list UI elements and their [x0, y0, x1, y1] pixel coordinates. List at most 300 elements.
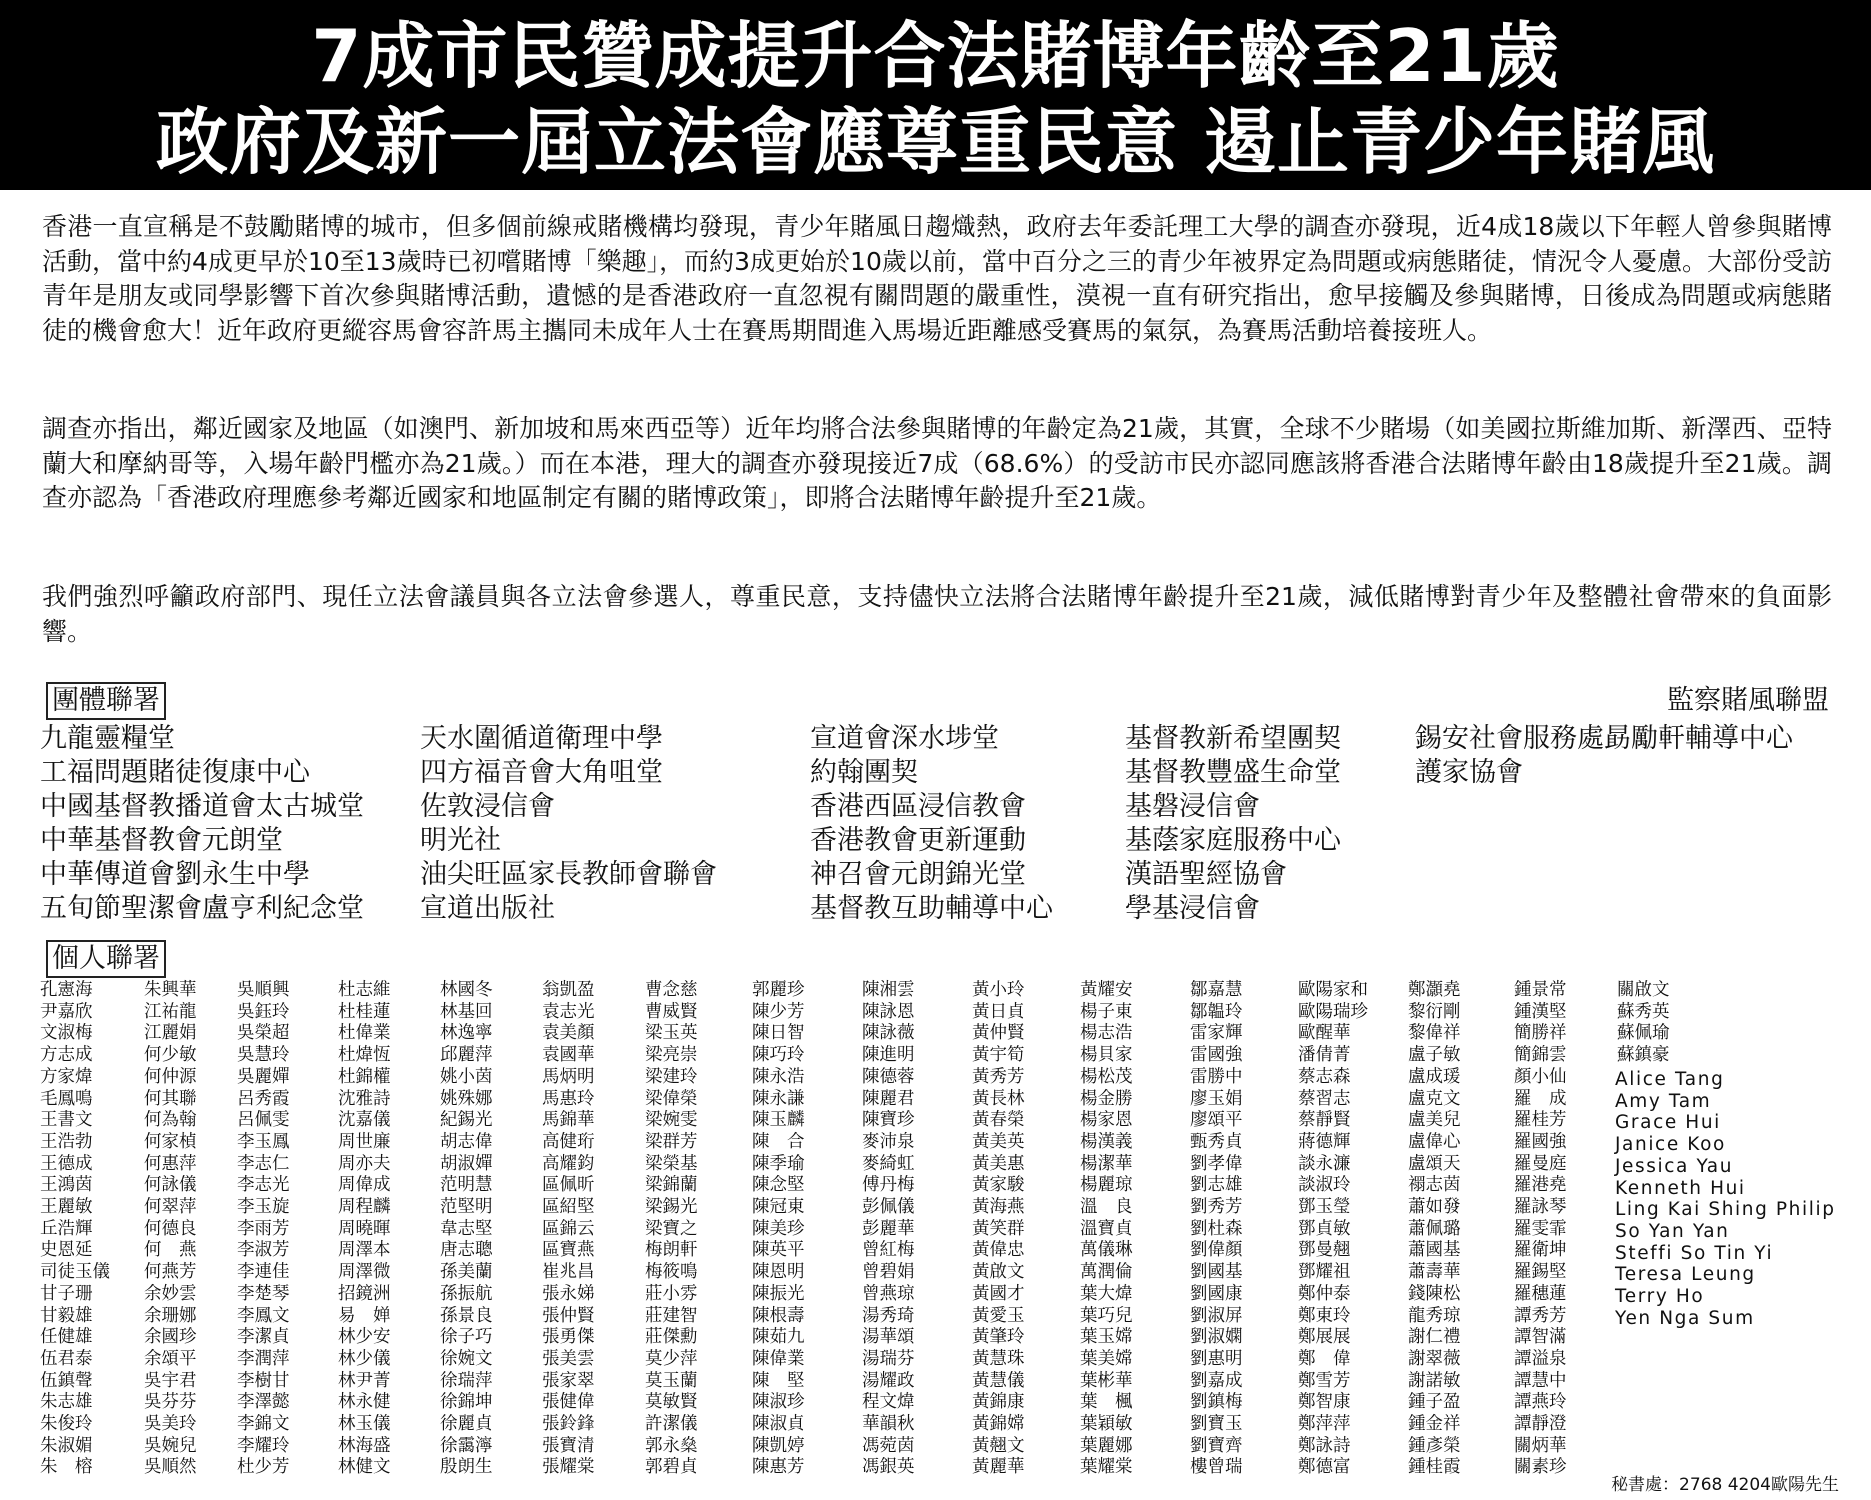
- individual-name: 葉耀棠: [1080, 1457, 1133, 1478]
- individual-name: 禤志茵: [1408, 1175, 1461, 1196]
- individual-name: 雷家輝: [1190, 1023, 1243, 1044]
- individual-name: 伍鎮聲: [40, 1370, 93, 1391]
- individual-column: [1615, 1069, 1836, 1329]
- individual-name: 羅錫堅: [1514, 1262, 1567, 1283]
- individual-name: 區寶燕: [542, 1240, 595, 1261]
- individual-name: 陳日智: [752, 1023, 805, 1044]
- individual-name: 黃長林: [972, 1088, 1025, 1109]
- individual-name: 蔡靜賢: [1298, 1110, 1351, 1131]
- individual-name: 朱 榕: [40, 1457, 93, 1478]
- individual-name: Alice Tang: [1615, 1069, 1725, 1090]
- individual-name: 陳淑珍: [752, 1392, 805, 1413]
- individual-name: 譚燕玲: [1514, 1392, 1567, 1413]
- individual-name: 崔兆昌: [542, 1262, 595, 1283]
- individual-name: 曾碧娟: [862, 1262, 915, 1283]
- individual-name: Jessica Yau: [1615, 1155, 1734, 1177]
- individual-name: 徐麗貞: [440, 1414, 493, 1435]
- individual-name: 鄭智康: [1298, 1392, 1351, 1413]
- individual-name: 楊麗琼: [1080, 1175, 1133, 1196]
- individual-name: 梁群芳: [645, 1131, 698, 1152]
- individual-name: 郭永燊: [645, 1435, 698, 1456]
- individual-name: 梅筱鳴: [645, 1262, 698, 1283]
- individual-name: 莊小雰: [645, 1283, 698, 1304]
- individual-name: 譚慧中: [1514, 1370, 1567, 1391]
- individual-name: 陳寶珍: [862, 1110, 915, 1131]
- group-name: 錫安社會服務處勗勵軒輔導中心: [1415, 723, 1793, 754]
- individual-name: 鄭德富: [1298, 1457, 1351, 1478]
- individual-name: 譚智滿: [1514, 1327, 1567, 1348]
- individual-name: 劉淑屏: [1190, 1305, 1243, 1326]
- individual-name: 鍾景常: [1514, 980, 1567, 1000]
- individual-name: Ling Kai Shing Philip: [1615, 1199, 1836, 1221]
- individual-name: 鄒韞玲: [1190, 1001, 1243, 1022]
- individual-name: 林少安: [338, 1327, 391, 1348]
- individual-name: 劉孝偉: [1190, 1153, 1243, 1174]
- group-name: 基督教新希望團契: [1125, 723, 1341, 754]
- individual-name: 區錦云: [542, 1218, 595, 1239]
- individual-name: 陳偉業: [752, 1348, 805, 1369]
- individual-name: 葉穎敏: [1080, 1414, 1133, 1435]
- individual-name: 劉偉顏: [1190, 1240, 1243, 1261]
- individual-name: 鄭仲泰: [1298, 1283, 1351, 1304]
- individual-name: 黃錦康: [972, 1392, 1025, 1413]
- individual-name: 任健雄: [40, 1327, 93, 1348]
- individual-name: 李潔貞: [237, 1327, 290, 1348]
- individual-name: 張美雲: [542, 1348, 595, 1369]
- individual-name: 盧頌天: [1408, 1153, 1461, 1174]
- individual-name: 何燕芳: [144, 1262, 197, 1283]
- individual-name: 湯華頌: [862, 1327, 915, 1348]
- individual-name: 李楚琴: [237, 1283, 290, 1304]
- individual-name: 蘇佩瑜: [1617, 1023, 1670, 1044]
- individual-name: 黃宇筍: [972, 1045, 1025, 1066]
- individual-name: 韋志堅: [440, 1218, 493, 1239]
- group-column: [1415, 722, 1793, 790]
- individual-name: 翁凱盈: [542, 980, 595, 1000]
- individual-name: 盧克文: [1408, 1088, 1461, 1109]
- individual-name: 劉鎮梅: [1190, 1392, 1243, 1413]
- individual-name: 曾燕琼: [862, 1283, 915, 1304]
- individual-name: 鄭 偉: [1298, 1348, 1351, 1369]
- individual-name: 陳凱婷: [752, 1435, 805, 1456]
- individual-name: 梁偉榮: [645, 1088, 698, 1109]
- individual-name: 陳永浩: [752, 1066, 805, 1087]
- individual-name: 黃美英: [972, 1131, 1025, 1152]
- group-name: 基督教豐盛生命堂: [1125, 757, 1341, 788]
- individual-name: 朱志雄: [40, 1392, 93, 1413]
- individual-name: 區佩昕: [542, 1175, 595, 1196]
- group-name: 油尖旺區家長教師會聯會: [420, 859, 717, 890]
- individual-name: 周世廉: [338, 1131, 391, 1152]
- individual-name: 梅朗軒: [645, 1240, 698, 1261]
- group-name: 香港西區浸信教會: [810, 791, 1026, 822]
- individual-name: 黃耀安: [1080, 980, 1133, 1000]
- individual-name: 張勇傑: [542, 1327, 595, 1348]
- individual-name: 黃翹文: [972, 1435, 1025, 1456]
- individual-name: 張永娣: [542, 1283, 595, 1304]
- individual-name: 曾紅梅: [862, 1240, 915, 1261]
- individual-name: 蔡志森: [1298, 1066, 1351, 1087]
- individual-name: 潘倩菁: [1298, 1045, 1351, 1066]
- individual-name: 江祐龍: [144, 1001, 197, 1022]
- individual-name: 何翠萍: [144, 1197, 197, 1218]
- individual-name: 周澤微: [338, 1262, 391, 1283]
- individual-name: 湯耀政: [862, 1370, 915, 1391]
- individual-name: 陳念堅: [752, 1175, 805, 1196]
- individual-name: 葉麗娜: [1080, 1435, 1133, 1456]
- individual-name: 朱俊玲: [40, 1414, 93, 1435]
- individual-name: 葉 楓: [1080, 1392, 1133, 1413]
- individual-name: 黃小玲: [972, 980, 1025, 1000]
- individual-name: 張健偉: [542, 1392, 595, 1413]
- individual-column: [338, 980, 391, 1479]
- individual-name: 黎衍剛: [1408, 1001, 1461, 1022]
- group-name: 基督教互助輔導中心: [810, 893, 1053, 924]
- individual-name: 殷朗生: [440, 1457, 493, 1478]
- headline-line-1: 7成市民贊成提升合法賭博年齡至21歲: [311, 14, 1560, 98]
- individual-column: [144, 980, 197, 1479]
- individual-name: 羅雯霏: [1514, 1218, 1567, 1239]
- individual-name: 丘浩輝: [40, 1218, 93, 1239]
- individual-name: 麥綺虹: [862, 1153, 915, 1174]
- individual-name: 樓曾瑞: [1190, 1457, 1243, 1478]
- individual-name: 馮菀茵: [862, 1435, 915, 1456]
- individual-name: 孔憲海: [40, 980, 93, 1000]
- individual-name: 莫少萍: [645, 1348, 698, 1369]
- individual-name: 袁美顏: [542, 1023, 595, 1044]
- individual-name: 彭佩儀: [862, 1197, 915, 1218]
- individual-name: 黃海燕: [972, 1197, 1025, 1218]
- individual-column: [1408, 980, 1461, 1479]
- individual-name: 江麗娟: [144, 1023, 197, 1044]
- individual-name: 朱淑媚: [40, 1435, 93, 1456]
- individual-name: 黃錦嫦: [972, 1414, 1025, 1435]
- individual-name: 林永健: [338, 1392, 391, 1413]
- individual-name: 關啟文: [1617, 980, 1670, 1000]
- individual-column: [440, 980, 493, 1479]
- individual-column: [1190, 980, 1243, 1479]
- individual-name: 吳鈺玲: [237, 1001, 290, 1022]
- individual-name: 王書文: [40, 1110, 93, 1131]
- group-name: 基磐浸信會: [1125, 791, 1260, 822]
- individual-name: 蘇秀英: [1617, 1001, 1670, 1022]
- group-name: 工福問題賭徒復康中心: [40, 757, 310, 788]
- individual-name: 區紹堅: [542, 1197, 595, 1218]
- group-signatories-label: 團體聯署: [46, 682, 166, 720]
- individual-name: 王德成: [40, 1153, 93, 1174]
- individual-name: 方家煒: [40, 1066, 93, 1087]
- individual-name: 羅桂芳: [1514, 1110, 1567, 1131]
- individual-name: Terry Ho: [1615, 1286, 1705, 1308]
- individual-name: 蘇鎮豪: [1617, 1045, 1670, 1066]
- individual-name: 許潔儀: [645, 1414, 698, 1435]
- individual-name: 黃麗華: [972, 1457, 1025, 1478]
- individual-name: 紀錫光: [440, 1110, 493, 1131]
- individual-name: 黃慧珠: [972, 1348, 1025, 1369]
- individual-name: 唐志聰: [440, 1240, 493, 1261]
- individual-name: 劉嘉成: [1190, 1370, 1243, 1391]
- individual-name: Kenneth Hui: [1615, 1177, 1746, 1199]
- individual-name: 黃慧儀: [972, 1370, 1025, 1391]
- individual-name: 甘子珊: [40, 1283, 93, 1304]
- individual-name: 杜偉業: [338, 1023, 391, 1044]
- individual-name: 杜少芳: [237, 1457, 290, 1478]
- individual-name: 程文煒: [862, 1392, 915, 1413]
- individual-name: 溫 良: [1080, 1197, 1133, 1218]
- individual-name: 鄭萍萍: [1298, 1414, 1351, 1435]
- individual-name: 吳美玲: [144, 1414, 197, 1435]
- individual-name: 莫玉蘭: [645, 1370, 698, 1391]
- individual-name: 黃國才: [972, 1283, 1025, 1304]
- group-name: 漢語聖經協會: [1125, 859, 1287, 890]
- individual-name: 梁錫光: [645, 1197, 698, 1218]
- individual-name: 楊貝家: [1080, 1045, 1133, 1066]
- individual-name: 余國珍: [144, 1327, 197, 1348]
- individual-name: 陳玉麟: [752, 1110, 805, 1131]
- individual-name: 陳恩明: [752, 1262, 805, 1283]
- individual-name: 黃秀芳: [972, 1066, 1025, 1087]
- individual-name: 呂秀霞: [237, 1088, 290, 1109]
- individual-name: 劉杜森: [1190, 1218, 1243, 1239]
- individual-column: [1080, 980, 1133, 1479]
- individual-name: 彭麗華: [862, 1218, 915, 1239]
- individual-name: 李志光: [237, 1175, 290, 1196]
- body-paragraph-2: 調查亦指出，鄰近國家及地區（如澳門、新加坡和馬來西亞等）近年均將合法參與賭博的年齡定為21歲，其實，全球不少賭場（如美國拉斯維加斯、新澤西、亞特蘭大和摩納哥等，入場年齡門檻亦為21歲。）而在本港，理大的調查亦發現接近7成（68.6%）的受訪市民亦認同應該將香港合法賭博年齡由18歲提升至21歲。調查亦認為「香港政府理應參考鄰近國家和地區制定有關的賭博政策」，即將合法賭博年齡提升至21歲。: [42, 414, 1832, 512]
- individual-name: 廖頌平: [1190, 1110, 1243, 1131]
- individual-name: 鄭展展: [1298, 1327, 1351, 1348]
- individual-name: 林國冬: [440, 980, 493, 1000]
- individual-name: 方志成: [40, 1045, 93, 1066]
- individual-name: 鍾子盈: [1408, 1392, 1461, 1413]
- individual-name: 李鳳文: [237, 1305, 290, 1326]
- individual-name: Amy Tam: [1615, 1090, 1712, 1112]
- individual-name: 曹念慈: [645, 980, 698, 1000]
- individual-name: 譚秀芳: [1514, 1305, 1567, 1326]
- individual-name: 陳永謙: [752, 1088, 805, 1109]
- individual-name: 雷勝中: [1190, 1066, 1243, 1087]
- group-name: 五旬節聖潔會盧亨利紀念堂: [40, 893, 364, 924]
- individual-name: 李樹甘: [237, 1370, 290, 1391]
- individual-name: 盧子敏: [1408, 1045, 1461, 1066]
- individual-name: 陳根壽: [752, 1305, 805, 1326]
- group-name: 天水圍循道衛理中學: [420, 723, 663, 754]
- individual-name: 余妙雲: [144, 1283, 197, 1304]
- individual-name: 文淑梅: [40, 1023, 93, 1044]
- individual-name: 何家楨: [144, 1131, 197, 1152]
- individual-name: 陳詠薇: [862, 1023, 915, 1044]
- individual-name: 梁婉雯: [645, 1110, 698, 1131]
- individual-column: [40, 980, 110, 1479]
- group-name: 中華基督教會元朗堂: [40, 825, 283, 856]
- individual-name: 甘毅雄: [40, 1305, 93, 1326]
- individual-name: 胡淑嬋: [440, 1153, 493, 1174]
- individual-name: 周曉暉: [338, 1218, 391, 1239]
- individual-name: 伍君泰: [40, 1348, 93, 1369]
- individual-name: 郭麗珍: [752, 980, 805, 1000]
- individual-name: 袁國華: [542, 1045, 595, 1066]
- individual-name: 黃日貞: [972, 1001, 1025, 1022]
- individual-name: 楊家恩: [1080, 1110, 1133, 1131]
- individual-name: 馬錦華: [542, 1110, 595, 1131]
- individual-name: 鄭詠詩: [1298, 1435, 1351, 1456]
- individual-name: 湯秀琦: [862, 1305, 915, 1326]
- individual-name: 何 燕: [144, 1240, 197, 1261]
- individual-name: 吳芬芬: [144, 1392, 197, 1413]
- individual-name: 黃美惠: [972, 1153, 1025, 1174]
- individual-name: 高耀鈞: [542, 1153, 595, 1174]
- individual-name: 梁錦蘭: [645, 1175, 698, 1196]
- individual-name: 馬惠玲: [542, 1088, 595, 1109]
- individual-name: 劉志雄: [1190, 1175, 1243, 1196]
- group-name: 九龍靈糧堂: [40, 723, 175, 754]
- individual-name: 黃春榮: [972, 1110, 1025, 1131]
- individual-name: 范明慧: [440, 1175, 493, 1196]
- individual-name: 謝諾敏: [1408, 1370, 1461, 1391]
- individual-name: 吳慧玲: [237, 1045, 290, 1066]
- individual-name: 李淑芳: [237, 1240, 290, 1261]
- individual-name: 雷國強: [1190, 1045, 1243, 1066]
- individual-name: 徐靄濘: [440, 1435, 493, 1456]
- group-column: [40, 722, 364, 926]
- individual-name: 歐陽瑞珍: [1298, 1001, 1368, 1022]
- individual-name: 呂佩雯: [237, 1110, 290, 1131]
- individual-name: 吳順興: [237, 980, 290, 1000]
- individual-name: 鍾漢堅: [1514, 1001, 1567, 1022]
- individual-name: 周偉成: [338, 1175, 391, 1196]
- individual-name: 羅國強: [1514, 1131, 1567, 1152]
- individual-name: 史恩延: [40, 1240, 93, 1261]
- individual-name: 林玉儀: [338, 1414, 391, 1435]
- individual-name: Grace Hui: [1615, 1112, 1721, 1134]
- individual-name: 蕭國基: [1408, 1240, 1461, 1261]
- individual-name: 梁建玲: [645, 1066, 698, 1087]
- individual-name: 謝翠薇: [1408, 1348, 1461, 1369]
- individual-name: 楊志浩: [1080, 1023, 1133, 1044]
- group-column: [420, 722, 717, 926]
- individual-name: 李耀玲: [237, 1435, 290, 1456]
- individual-name: 梁亮崇: [645, 1045, 698, 1066]
- individual-name: 周亦夫: [338, 1153, 391, 1174]
- individual-name: 梁寶之: [645, 1218, 698, 1239]
- individual-name: 曹威賢: [645, 1001, 698, 1022]
- individual-name: 葉大煒: [1080, 1283, 1133, 1304]
- individual-name: 王浩勃: [40, 1131, 93, 1152]
- individual-name: 盧偉心: [1408, 1131, 1461, 1152]
- individual-name: 譚靜澄: [1514, 1414, 1567, 1435]
- individual-name: 陳少芳: [752, 1001, 805, 1022]
- individual-name: 吳麗嬋: [237, 1066, 290, 1087]
- individual-name: 杜煒恆: [338, 1045, 391, 1066]
- individual-name: 李玉鳳: [237, 1131, 290, 1152]
- individual-name: 李澤懿: [237, 1392, 290, 1413]
- individual-name: 陳麗君: [862, 1088, 915, 1109]
- individual-name: 沈嘉儀: [338, 1110, 391, 1131]
- individual-name: 葉美嫦: [1080, 1348, 1133, 1369]
- individual-name: 林海盛: [338, 1435, 391, 1456]
- individual-name: 張耀棠: [542, 1457, 595, 1478]
- individual-column: [1514, 980, 1567, 1479]
- body-paragraph-1: 香港一直宣稱是不鼓勵賭博的城市，但多個前線戒賭機構均發現，青少年賭風日趨熾熱，政府去年委託理工大學的調查亦發現，近4成18歲以下年輕人曾參與賭博活動，當中約4成更早於10至13歲時已初嚐賭博「樂趣」，而約3成更始於10歲以前，當中百分之三的青少年被界定為問題或病態賭徒，情況令人憂慮。大部份受訪青年是朋友或同學影響下首次參與賭博活動，遺憾的是香港政府一直忽視有關問題的嚴重性，漠視一直有研究指出，愈早接觸及參與賭博，日後成為問題或病態賭徒的機會愈大！近年政府更縱容馬會容許馬主攜同未成年人士在賽馬期間進入馬場近距離感受賽馬的氣氛，為賽馬活動培養接班人。: [42, 212, 1832, 345]
- individual-name: 陳美珍: [752, 1218, 805, 1239]
- individual-name: 蕭如發: [1408, 1197, 1461, 1218]
- individual-name: 萬儀琳: [1080, 1240, 1133, 1261]
- individual-name: 龍秀琼: [1408, 1305, 1461, 1326]
- individual-name: 談永濂: [1298, 1153, 1351, 1174]
- individual-name: 黎偉祥: [1408, 1023, 1461, 1044]
- group-name: 明光社: [420, 825, 501, 856]
- individual-name: 黃家駿: [972, 1175, 1025, 1196]
- individual-name: 廖玉娟: [1190, 1088, 1243, 1109]
- individual-name: 黃偉忠: [972, 1240, 1025, 1261]
- individual-name: 關炳華: [1514, 1435, 1567, 1456]
- individual-name: 陳冠東: [752, 1197, 805, 1218]
- individual-name: 劉寶齊: [1190, 1435, 1243, 1456]
- individual-name: 杜志維: [338, 980, 391, 1000]
- individual-name: 郭碧貞: [645, 1457, 698, 1478]
- individual-name: 沈雅詩: [338, 1088, 391, 1109]
- individual-name: 莊傑勳: [645, 1327, 698, 1348]
- individual-name: 梁榮基: [645, 1153, 698, 1174]
- individual-name: 尹嘉欣: [40, 1001, 93, 1022]
- individual-name: 錢陳松: [1408, 1283, 1461, 1304]
- individual-name: 黃啟文: [972, 1262, 1025, 1283]
- individual-column: [645, 980, 698, 1479]
- individual-name: 鄒嘉慧: [1190, 980, 1243, 1000]
- individual-name: 黃仲賢: [972, 1023, 1025, 1044]
- individual-name: 何詠儀: [144, 1175, 197, 1196]
- individual-name: 招鏡洲: [338, 1283, 391, 1304]
- individual-name: 何仲源: [144, 1066, 197, 1087]
- individual-name: 袁志光: [542, 1001, 595, 1022]
- individual-name: 梁玉英: [645, 1023, 698, 1044]
- group-name: 宣道出版社: [420, 893, 555, 924]
- individual-name: 吳榮超: [237, 1023, 290, 1044]
- individual-name: 王鴻茵: [40, 1175, 93, 1196]
- individual-name: 徐子巧: [440, 1327, 493, 1348]
- individual-name: 蔣德輝: [1298, 1131, 1351, 1152]
- individual-name: 李潤萍: [237, 1348, 290, 1369]
- individual-name: 張家翠: [542, 1370, 595, 1391]
- individual-name: 黃愛玉: [972, 1305, 1025, 1326]
- individual-name: 徐瑞萍: [440, 1370, 493, 1391]
- individual-name: 陳茹九: [752, 1327, 805, 1348]
- individual-name: 蔡習志: [1298, 1088, 1351, 1109]
- individual-name: 鄧曼翹: [1298, 1240, 1351, 1261]
- individual-name: 甄秀貞: [1190, 1131, 1243, 1152]
- individual-name: 羅曼庭: [1514, 1153, 1567, 1174]
- individual-name: 馬炳明: [542, 1066, 595, 1087]
- individual-name: 李錦文: [237, 1414, 290, 1435]
- individual-name: 楊潔華: [1080, 1153, 1133, 1174]
- individual-name: 徐錦坤: [440, 1392, 493, 1413]
- individual-name: 蕭佩璐: [1408, 1218, 1461, 1239]
- individual-name: 陳淑貞: [752, 1414, 805, 1435]
- individual-name: 李志仁: [237, 1153, 290, 1174]
- individual-name: 楊松茂: [1080, 1066, 1133, 1087]
- individual-name: 莊建智: [645, 1305, 698, 1326]
- group-name: 佐敦浸信會: [420, 791, 555, 822]
- individual-name: 鄧貞敏: [1298, 1218, 1351, 1239]
- individual-column: [1617, 980, 1670, 1067]
- individual-name: 杜桂蓮: [338, 1001, 391, 1022]
- individual-name: 鄭雪芳: [1298, 1370, 1351, 1391]
- group-name: 約翰團契: [810, 757, 918, 788]
- individual-name: 黃肇玲: [972, 1327, 1025, 1348]
- individual-name: 華韻秋: [862, 1414, 915, 1435]
- individual-name: 陳英平: [752, 1240, 805, 1261]
- individual-name: 何惠萍: [144, 1153, 197, 1174]
- group-name: 基蔭家庭服務中心: [1125, 825, 1341, 856]
